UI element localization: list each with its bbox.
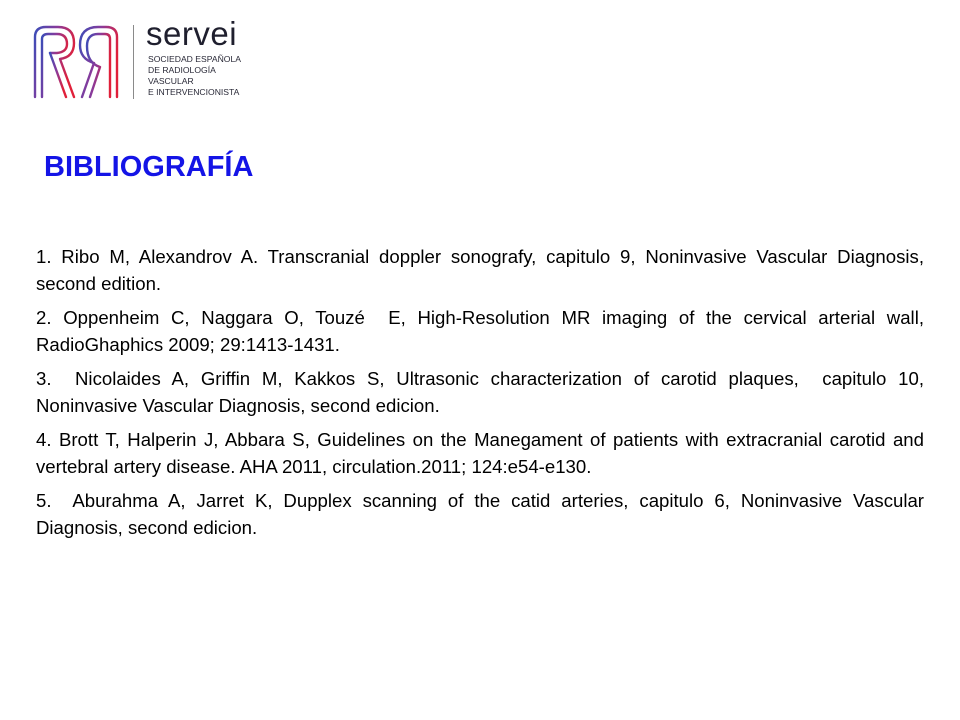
logo-tagline-line: SOCIEDAD ESPAÑOLA: [148, 54, 241, 64]
reference-list: [36, 243, 930, 548]
reference-item: 5. Aburahma A, Jarret K, Dupplex scanning of the catid arteries, capitulo 6, Noninvasive Vascular Diagnosis, second edicion.: [36, 490, 930, 538]
servei-logo-icon: [30, 23, 122, 101]
logo-brand-name: servei: [146, 15, 238, 52]
logo-tagline-line: E INTERVENCIONISTA: [148, 87, 240, 97]
logo-tagline-line: DE RADIOLOGÍA: [148, 65, 216, 75]
header: [30, 15, 270, 104]
reference-item: 2. Oppenheim C, Naggara O, Touzé E, High-Resolution MR imaging of the cervical arterial wall, RadioGhaphics 2009; 29:1413-1431.: [36, 307, 930, 355]
logo-divider: [133, 25, 134, 99]
reference-item: 4. Brott T, Halperin J, Abbara S, Guidelines on the Manegament of patients with extracranial carotid and vertebral artery disease. AHA 2011, circulation.2011; 124:e54-e130.: [36, 429, 930, 477]
logo-tagline-line: VASCULAR: [148, 76, 194, 86]
logo-tagline: [148, 54, 278, 98]
reference-item: 1. Ribo M, Alexandrov A. Transcranial doppler sonografy, capitulo 9, Noninvasive Vascular Diagnosis, second edition.: [36, 246, 930, 294]
reference-item: 3. Nicolaides A, Griffin M, Kakkos S, Ultrasonic characterization of carotid plaques, capitulo 10, Noninvasive Vascular Diagnosis, second edicion.: [36, 368, 930, 416]
page-title: BIBLIOGRAFÍA: [44, 151, 254, 183]
